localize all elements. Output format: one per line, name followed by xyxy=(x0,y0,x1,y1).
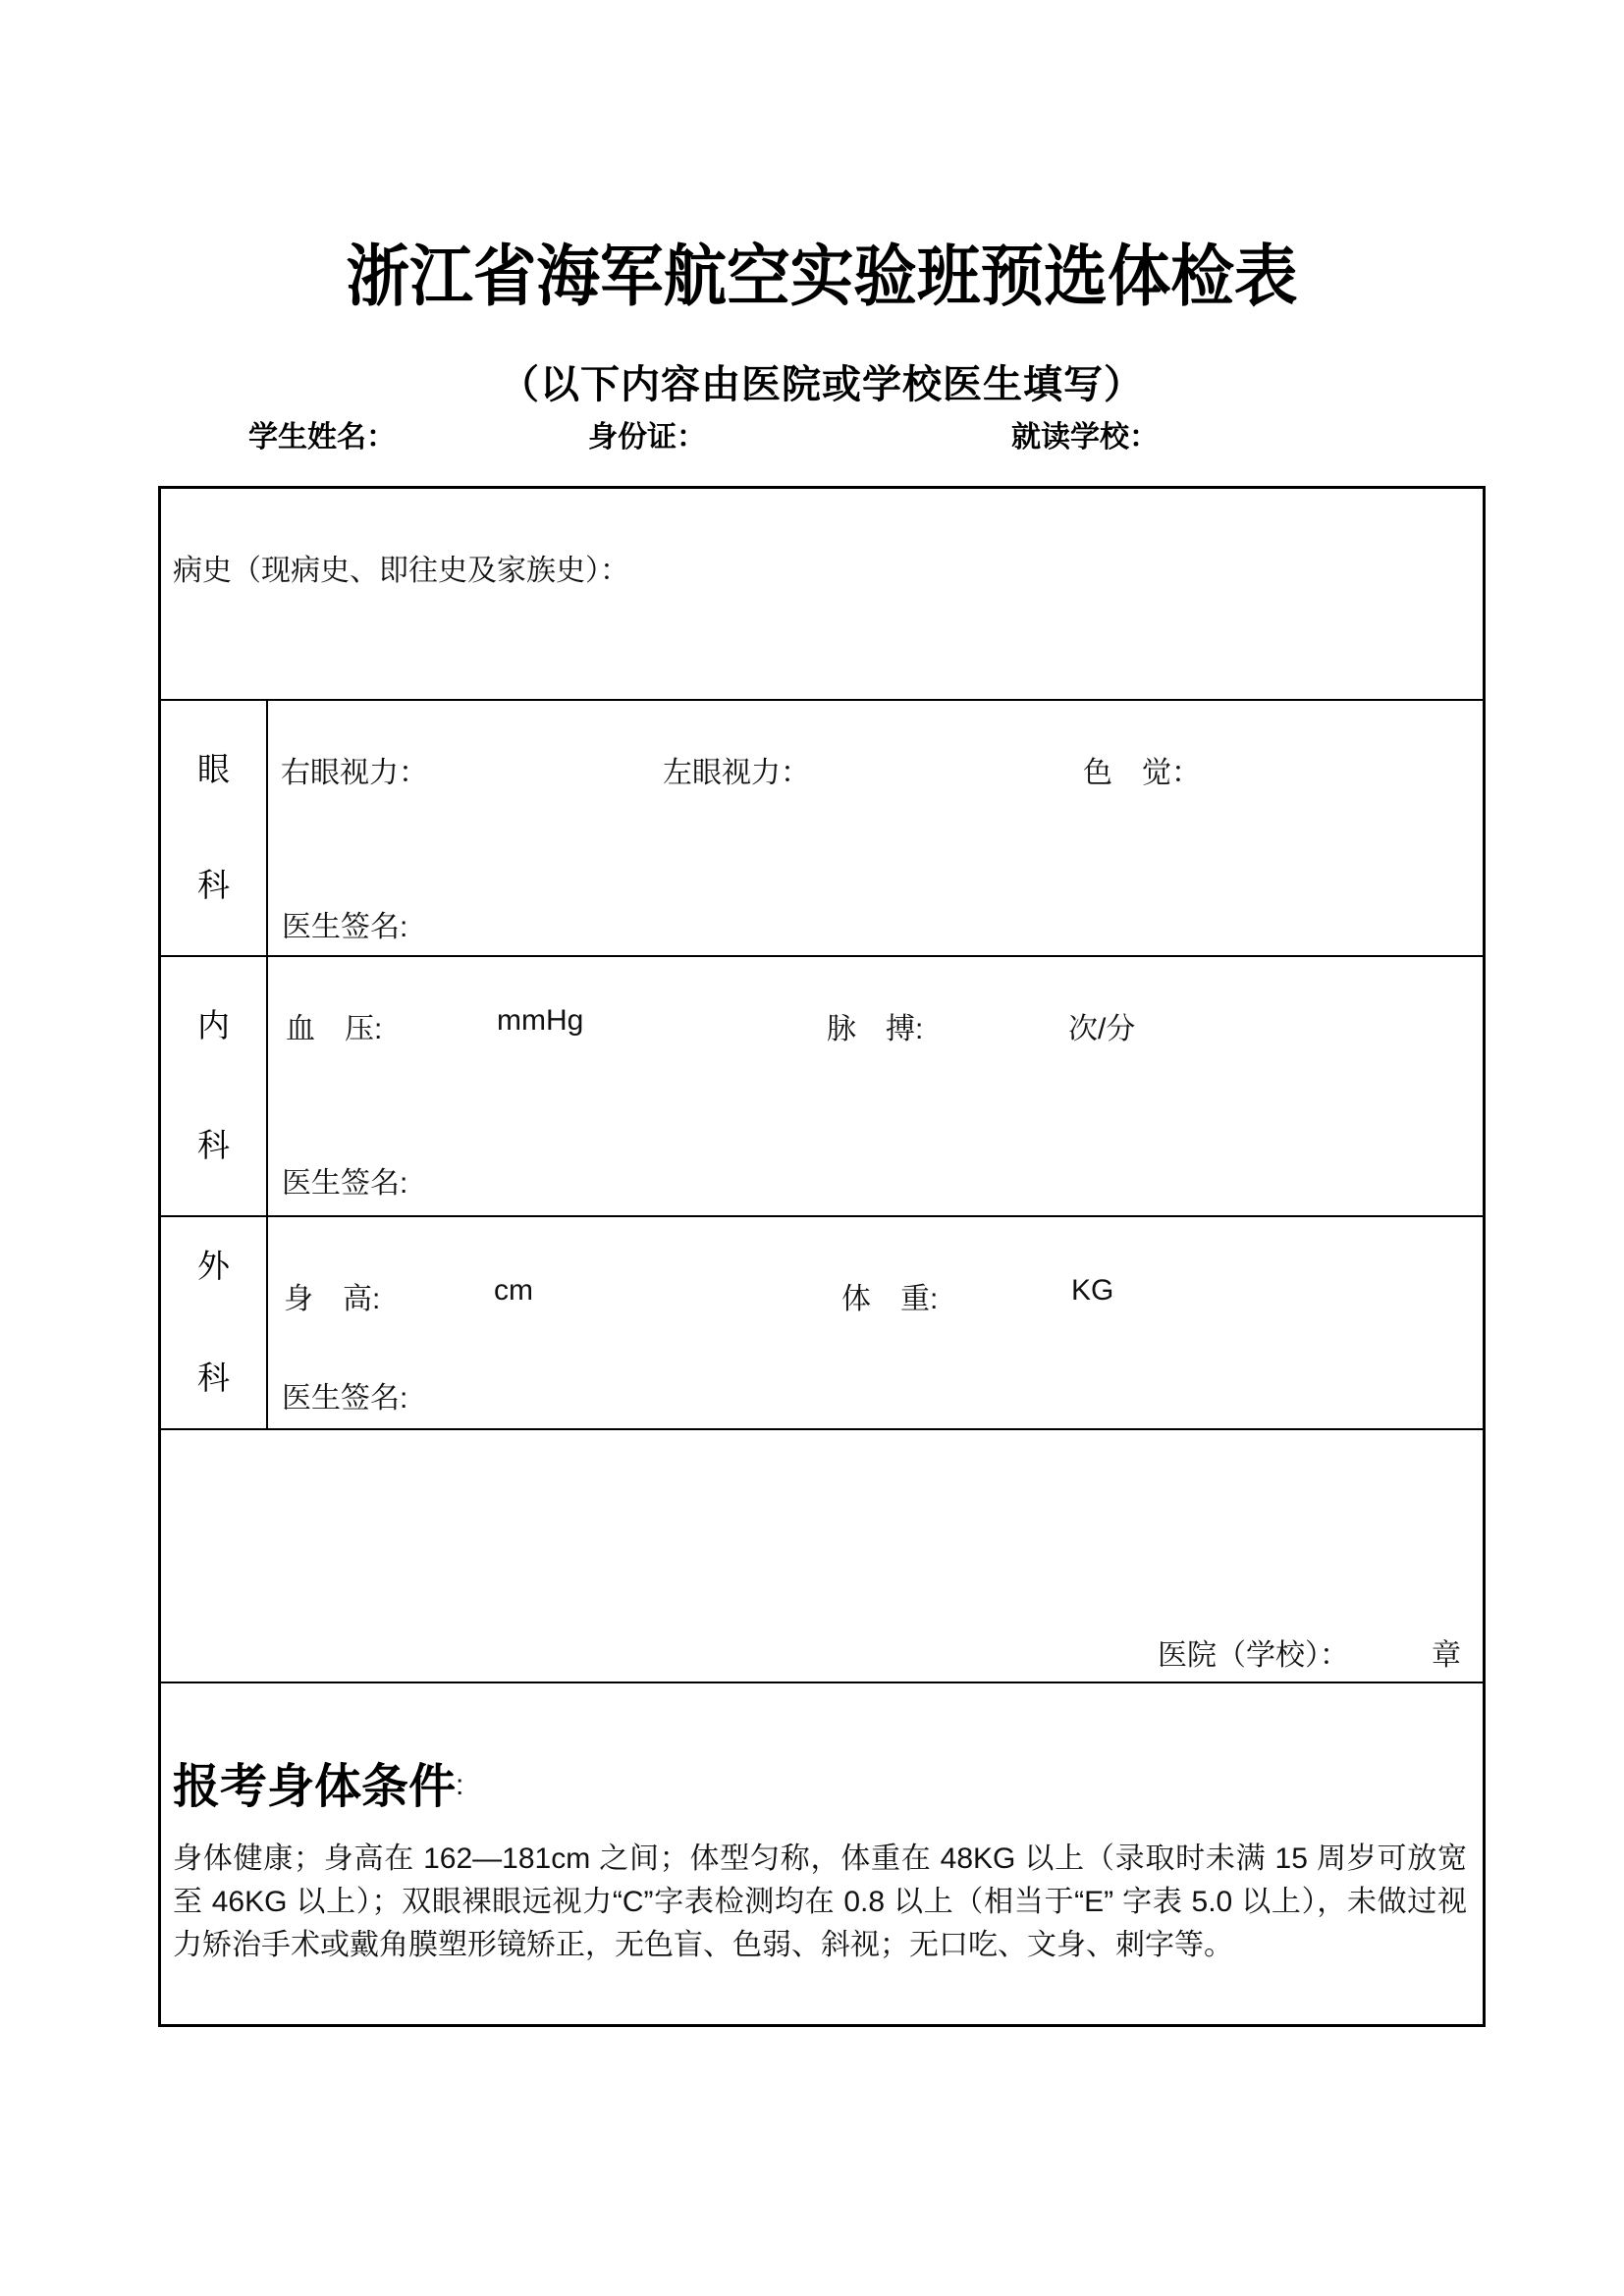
hospital-school-label: 医院（学校）： xyxy=(1158,1639,1349,1672)
page-subtitle: （以下内容由医院或学校医生填写） xyxy=(500,361,1144,407)
surgery-doctor-signature-label: 医生签名: xyxy=(282,1382,408,1415)
height-unit: cm xyxy=(494,1274,533,1307)
page-title-text: 浙江省海军航空实验班预选体检表 xyxy=(346,240,1298,314)
blood-pressure-unit: mmHg xyxy=(497,1004,584,1037)
surgery-dept-cell xyxy=(161,1217,268,1428)
right-eye-vision-label: 右眼视力： xyxy=(281,757,428,789)
left-eye-vision-label: 左眼视力： xyxy=(663,757,810,789)
surgery-content-cell xyxy=(268,1217,1483,1428)
ophthalmology-content-cell xyxy=(268,701,1483,955)
seal-stamp-label: 章 xyxy=(1432,1639,1461,1672)
student-id-label: 身份证： xyxy=(588,420,706,454)
student-school-label: 就读学校： xyxy=(1011,420,1159,454)
weight-unit: KG xyxy=(1071,1274,1114,1307)
dept-char: 眼 xyxy=(197,751,230,787)
dept-char: 科 xyxy=(197,1360,230,1396)
requirements-heading: 报考身体条件 xyxy=(173,1761,457,1813)
requirements-heading-line xyxy=(173,1748,1467,1816)
pulse-unit: 次/分 xyxy=(1068,1013,1136,1045)
medical-history-row xyxy=(161,489,1483,699)
surgery-row xyxy=(161,1215,1483,1428)
dept-char: 科 xyxy=(197,1127,230,1163)
requirements-heading-colon: : xyxy=(456,1769,464,1801)
height-label: 身 高: xyxy=(284,1283,381,1315)
ophthalmology-dept-cell xyxy=(161,701,268,955)
medical-history-label: 病史（现病史、即往史及家族史）： xyxy=(173,555,629,587)
ophthalmology-row xyxy=(161,699,1483,955)
blood-pressure-label: 血 压: xyxy=(286,1013,383,1045)
pulse-label: 脉 搏: xyxy=(827,1013,924,1045)
medical-exam-table xyxy=(158,486,1486,2027)
seal-row xyxy=(161,1428,1483,1682)
internal-medicine-content-cell xyxy=(268,957,1483,1215)
internal-medicine-dept-cell xyxy=(161,957,268,1215)
dept-char: 内 xyxy=(197,1007,230,1043)
internal-medicine-row xyxy=(161,955,1483,1215)
page-title xyxy=(158,224,1486,319)
student-name-label: 学生姓名： xyxy=(248,420,396,454)
dept-char: 科 xyxy=(197,867,230,903)
internal-medicine-doctor-signature-label: 医生签名: xyxy=(282,1167,408,1200)
weight-label: 体 重: xyxy=(841,1283,939,1315)
dept-char: 外 xyxy=(197,1248,230,1284)
requirements-body-text: 身体健康；身高在 162—181cm 之间；体型匀称，体重在 48KG 以上（录取时未满 15 周岁可放宽至 46KG 以上）；双眼裸眼远视力“C”字表检测均在 0.8 以上（相当于“E” 字表 5.0 以上），未做过视力矫治手术或戴角膜塑形镜矫正，无色盲、色弱、斜视；无口吃、文身、刺字等。 xyxy=(173,1842,1467,1961)
student-info-line xyxy=(0,412,1624,452)
ophthalmology-doctor-signature-label: 医生签名: xyxy=(282,911,408,943)
color-vision-label: 色 觉： xyxy=(1083,757,1201,789)
requirements-row xyxy=(161,1682,1483,2024)
